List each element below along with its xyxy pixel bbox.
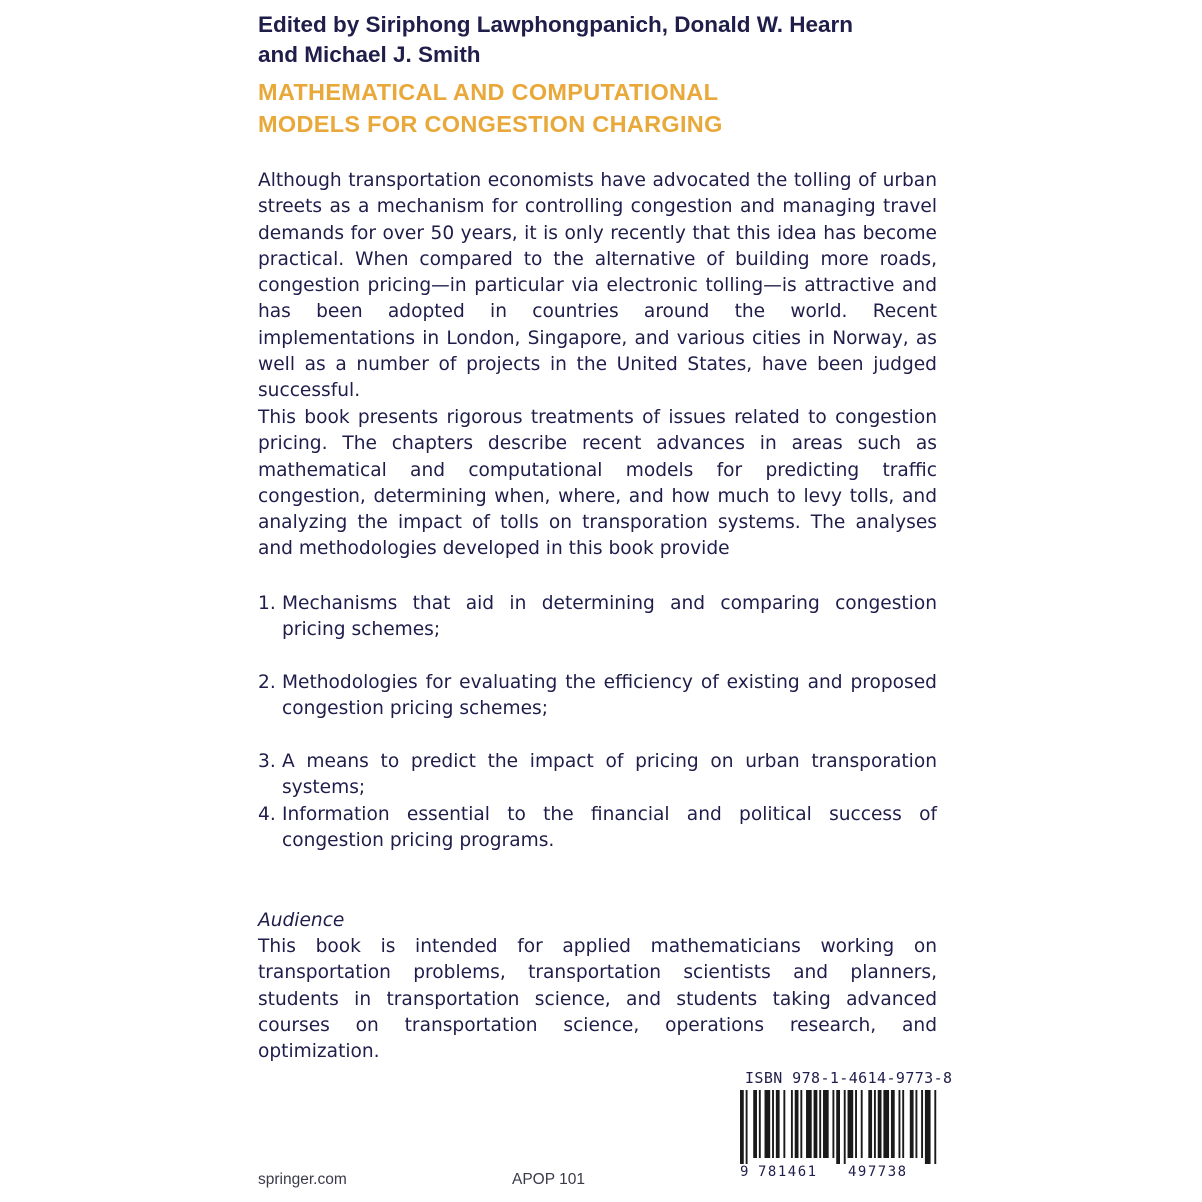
list-item — [258, 802, 937, 855]
barcode-first-digit: 9 — [740, 1164, 749, 1180]
publisher-website: springer.com — [258, 1171, 347, 1188]
list-number: 3. — [258, 751, 276, 772]
barcode-group-1: 781461 — [758, 1164, 818, 1180]
list-text: A means to predict the impact of pricing on urban transporation systems; — [282, 751, 937, 799]
list-item — [258, 670, 937, 723]
title-line-1: MATHEMATICAL AND COMPUTATIONAL — [258, 79, 719, 105]
audience-heading: Audience — [258, 910, 345, 931]
editors-line-2: and Michael J. Smith — [258, 42, 481, 67]
catalog-code: APOP 101 — [512, 1171, 585, 1188]
list-number: 1. — [258, 593, 276, 614]
title-line-2: MODELS FOR CONGESTION CHARGING — [258, 111, 723, 137]
barcode-group-2: 497738 — [848, 1164, 908, 1180]
list-text: Methodologies for evaluating the efficiency of existing and proposed congestion pricing schemes; — [282, 672, 937, 720]
list-text: Information essential to the financial and political success of congestion pricing programs. — [282, 804, 937, 852]
list-number: 4. — [258, 804, 276, 825]
barcode-icon — [740, 1090, 940, 1164]
list-text: Mechanisms that aid in determining and comparing congestion pricing schemes; — [282, 593, 937, 641]
isbn-label: ISBN 978-1-4614-9773-8 — [745, 1069, 953, 1087]
list-number: 2. — [258, 672, 276, 693]
book-title — [258, 76, 978, 140]
editors-line-1: Edited by Siriphong Lawphongpanich, Donald W. Hearn — [258, 12, 854, 37]
audience-paragraph: This book is intended for applied mathematicians working on transportation problems, transportation scientists and planners, students in transportation science, and students taking advanced courses on transportation science, operations research, and optimization. — [258, 936, 937, 1063]
description-paragraph-2: This book presents rigorous treatments of issues related to congestion pricing. The chapters describe recent advances in areas such as mathematical and computational models for predicting traffic congestion, determining when, where, and how much to levy tolls, and analyzing the impact of tolls on transporation systems. The analyses and methodologies developed in this book provide — [258, 407, 937, 560]
list-item — [258, 749, 937, 802]
editors-credit — [258, 10, 978, 70]
description-paragraph-1: Although transportation economists have advocated the tolling of urban streets as a mechanism for controlling congestion and managing travel demands for over 50 years, it is only recently that this idea has become practical. When compared to the alternative of building more roads, congestion pricing—in particular via electronic tolling—is attractive and has been adopted in countries around the world. Recent implementations in London, Singapore, and various cities in Norway, as well as a number of projects in the United States, have been judged successful. — [258, 170, 937, 402]
list-item — [258, 591, 937, 644]
